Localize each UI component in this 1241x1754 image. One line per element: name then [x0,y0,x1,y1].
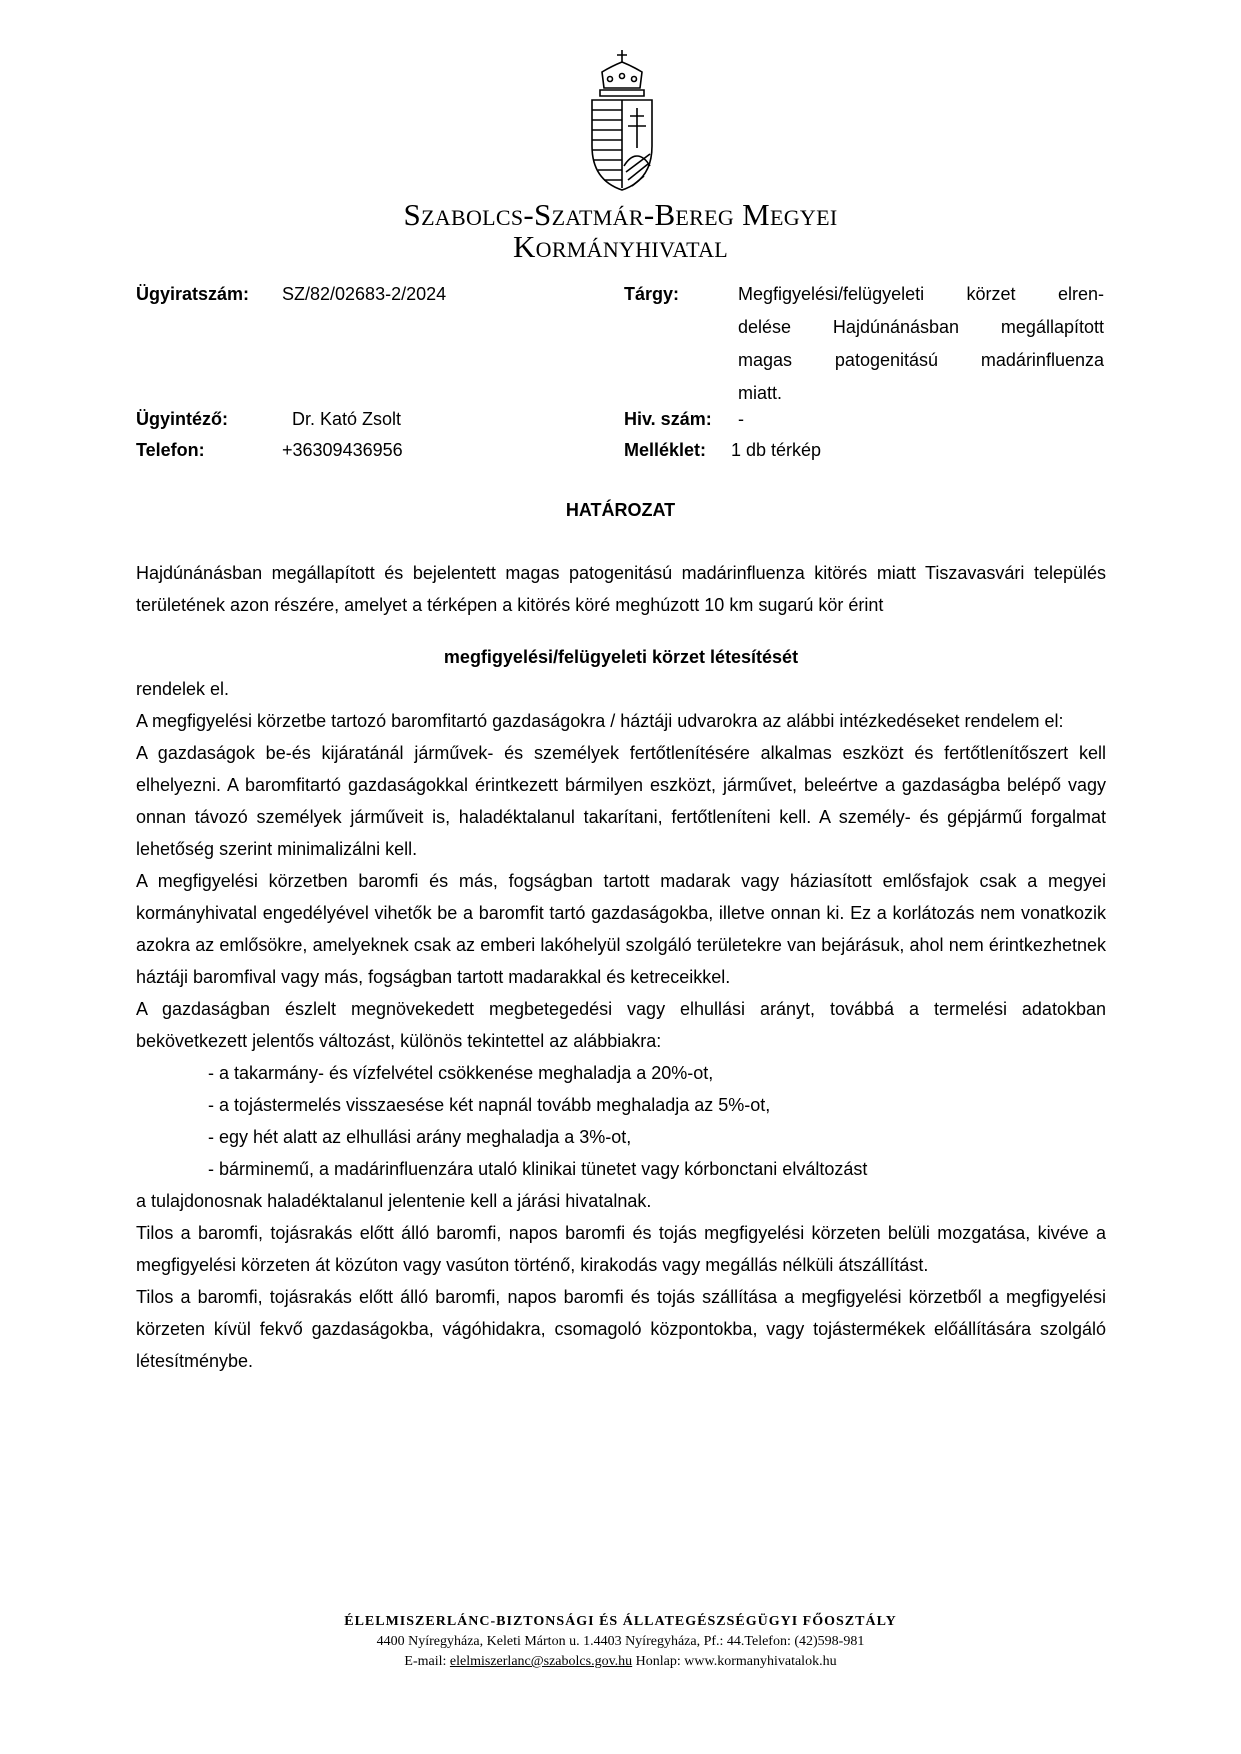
criteria-list [136,1057,1106,1185]
clerk-label: Ügyintéző: [136,409,228,429]
document-title: HATÁROZAT [565,500,676,520]
list-item: - egy hét alatt az elhullási arány meghaladja a 3%-ot, [208,1127,632,1147]
subject-line: magas patogenitású madárinfluenza [738,350,1104,370]
list-item: - a takarmány- és vízfelvétel csökkenése meghaladja a 20%-ot, [208,1063,714,1083]
phone-label: Telefon: [136,440,205,460]
paragraph: rendelek el. [136,679,230,699]
email-label: E-mail: [404,1654,447,1669]
paragraph: Tilos a baromfi, tojásrakás előtt álló baromfi, napos baromfi és tojás megfigyelési körzeten belüli mozgatása, kivéve a megfigyelési körzeten át közúton vagy vasúton történő, kirakodás vagy megállás nélküli átszállítást. [136,1223,1106,1275]
subject-line: miatt. [738,383,783,403]
paragraph: Tilos a baromfi, tojásrakás előtt álló baromfi, napos baromfi és tojás szállítása a megfigyelési körzetből a megfigyelési körzeten kívül fekvő gazdaságokba, vágóhidakra, csomagoló központokba, vagy tojástermékek előállítására szolgáló létesítménybe. [136,1287,1106,1371]
footer-department: ÉLELMISZERLÁNC-BIZTONSÁGI ÉS ÁLLATEGÉSZSÉGÜGYI FŐOSZTÁLY [344,1614,897,1629]
subject-value [738,278,1104,410]
web-link[interactable]: www.kormanyhivatalok.hu [684,1654,837,1669]
case-number-value: SZ/82/02683-2/2024 [282,284,447,304]
footer-address: 4400 Nyíregyháza, Keleti Márton u. 1.4403 Nyíregyháza, Pf.: 44.Telefon: (42)598-981 [376,1634,865,1649]
paragraph: A gazdaságok be-és kijáratánál járművek- és személyek fertőtlenítésére alkalmas eszközt és fertőtlenítőszert kell elhelyezni. A baromfitartó gazdaságokkal érintkezett bármilyen eszközt, járművet, beleértve a gazdaságba belépő vagy onnan távozó személyek járműveit is, haladéktalanul takarítani, fertőtleníteni kell. A személy- és gépjármű forgalmat lehetőség szerint minimalizálni kell. [136,743,1106,859]
hungarian-coat-of-arms-icon [586,48,658,194]
document-body [136,557,1106,1377]
clerk-value: Dr. Kató Zsolt [292,409,402,429]
email-link[interactable]: elelmiszerlanc@szabolcs.gov.hu [449,1654,633,1669]
attachment-value: 1 db térkép [731,440,822,460]
subject-line: Megfigyelési/felügyeleti körzet elren- [738,284,1104,304]
paragraph: A gazdaságban észlelt megnövekedett megbetegedési vagy elhullási arányt, továbbá a termelési adatokban bekövetkezett jelentős változást, különös tekintettel az alábbiakra: [136,999,1106,1051]
footer [0,1612,1241,1672]
ref-value: - [738,409,744,429]
decision-heading: megfigyelési/felügyeleti körzet létesítését [443,647,799,667]
web-label: Honlap: [635,1654,681,1669]
office-name-line1: Szabolcs-Szatmár-Bereg Megyei [403,197,838,232]
list-item: - bárminemű, a madárinfluenzára utaló klinikai tünetet vagy kórbonctani elváltozást [208,1159,868,1179]
subject-label: Tárgy: [624,284,680,304]
paragraph: a tulajdonosnak haladéktalanul jelentenie kell a járási hivatalnak. [136,1191,652,1211]
ref-label: Hiv. szám: [624,409,712,429]
intro-paragraph: Hajdúnánásban megállapított és bejelentett magas patogenitású madárinfluenza kitörés miatt Tiszavasvári település területének azon részére, amelyet a térképen a kitörés köré meghúzott 10 km sugarú kör érint [136,563,1106,615]
paragraph: A megfigyelési körzetben baromfi és más, fogságban tartott madarak vagy háziasított emlősfajok csak a megyei kormányhivatal engedélyével vihetők be a baromfit tartó gazdaságokba, illetve onnan ki. Ez a korlátozás nem vonatkozik azokra az emlősökre, amelyeknek csak az emberi lakóhelyül szolgáló területekre van bejárásuk, ahol nem érintkezhetnek háztáji baromfival vagy más, fogságban tartott madarakkal és ketreceikkel. [136,871,1106,987]
office-name-line2: Kormányhivatal [512,229,729,264]
attachment-label: Melléklet: [624,440,707,460]
paragraph: A megfigyelési körzetbe tartozó baromfitartó gazdaságokra / háztáji udvarokra az alábbi intézkedéseket rendelem el: [136,711,1064,731]
subject-line: delése Hajdúnánásban megállapított [738,317,1104,337]
list-item: - a tojástermelés visszaesése két napnál tovább meghaladja az 5%-ot, [208,1095,771,1115]
case-number-label: Ügyiratszám: [136,284,250,304]
phone-value: +36309436956 [282,440,403,460]
footer-contact [0,1652,1241,1672]
